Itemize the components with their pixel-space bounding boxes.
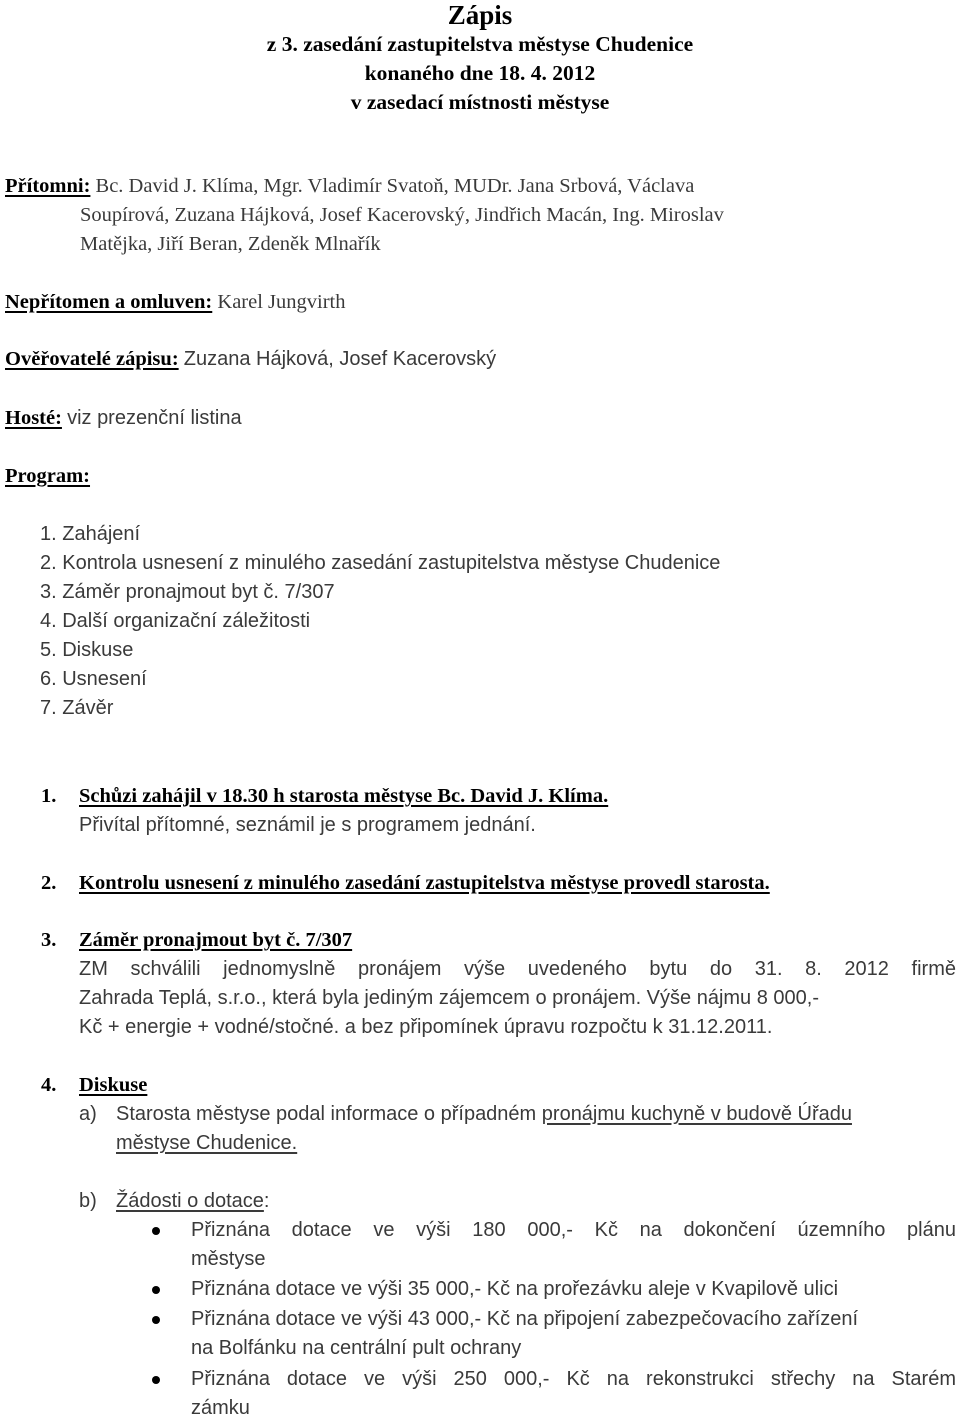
bullet-3-line-2: na Bolfánku na centrální pult ochrany	[191, 1337, 522, 1359]
present-label: Přítomni:	[5, 175, 91, 197]
absent-row	[5, 292, 346, 313]
program-item: 1. Zahájení	[40, 523, 141, 545]
section-3-line-2: Zahrada Teplá, s.r.o., která byla jediným zájemcem o pronájem. Výše nájmu 8 000,-	[79, 987, 819, 1009]
section-4-heading: Diskuse	[79, 1074, 148, 1096]
present-line-1: Bc. David J. Klíma, Mgr. Vladimír Svatoň, MUDr. Jana Srbová, Václava	[95, 175, 695, 197]
item-a-line-1	[116, 1104, 852, 1124]
section-3-number: 3.	[41, 929, 57, 951]
item-b-colon: :	[263, 1190, 270, 1212]
section-1-heading: Schůzi zahájil v 18.30 h starosta městyse Bc. David J. Klíma.	[79, 785, 609, 807]
bullet-2-line-1: Přiznána dotace ve výši 35 000,- Kč na prořezávku aleje v Kvapilově ulici	[191, 1278, 839, 1300]
section-3-line-1: ZM schválili jednomyslně pronájem výše uvedeného bytu do 31. 8. 2012 firmě	[79, 958, 956, 980]
item-a-line-2: městyse Chudenice.	[116, 1132, 298, 1154]
program-label: Program:	[5, 465, 91, 487]
section-3-heading: Záměr pronajmout byt č. 7/307	[79, 929, 353, 951]
item-a-label: a)	[79, 1103, 97, 1125]
present-line-2: Soupírová, Zuzana Hájková, Josef Kacerovský, Jindřich Macán, Ing. Miroslav	[80, 204, 724, 226]
verifiers-value: Zuzana Hájková, Josef Kacerovský	[183, 348, 497, 370]
bullet-dot	[152, 1376, 160, 1384]
bullet-dot	[152, 1316, 160, 1324]
absent-value: Karel Jungvirth	[217, 291, 346, 313]
section-1-text: Přivítal přítomné, seznámil je s programem jednání.	[79, 814, 536, 836]
item-b-heading: Žádosti o dotace	[116, 1190, 264, 1212]
absent-label: Nepřítomen a omluven:	[5, 291, 213, 313]
section-2-heading: Kontrolu usnesení z minulého zasedání zastupitelstva městyse provedl starosta.	[79, 872, 770, 894]
present-row	[5, 176, 694, 197]
bullet-dot	[152, 1286, 160, 1294]
section-3-line-3: Kč + energie + vodné/stočné. a bez připomínek úpravu rozpočtu k 31.12.2011.	[79, 1016, 773, 1038]
item-b-label: b)	[79, 1190, 97, 1212]
document-title: Zápis	[447, 0, 513, 30]
bullet-1-line-2: městyse	[191, 1248, 266, 1270]
item-a-text: Starosta městyse podal informace o případném	[116, 1103, 537, 1125]
program-item: 5. Diskuse	[40, 639, 134, 661]
subtitle-place: v zasedací místnosti městyse	[350, 90, 610, 114]
verifiers-row	[5, 349, 496, 370]
program-item: 4. Další organizační záležitosti	[40, 610, 311, 632]
bullet-4-line-2: zámku	[191, 1397, 250, 1419]
guests-row	[5, 408, 242, 429]
guests-value: viz prezenční listina	[67, 407, 242, 429]
guests-label: Hosté:	[5, 407, 62, 429]
subtitle-meeting: z 3. zasedání zastupitelstva městyse Chudenice	[266, 32, 694, 56]
program-item: 3. Záměr pronajmout byt č. 7/307	[40, 581, 335, 603]
bullet-dot	[152, 1227, 160, 1235]
bullet-4-line-1: Přiznána dotace ve výši 250 000,- Kč na rekonstrukci střechy na Starém	[191, 1368, 956, 1390]
section-1-number: 1.	[41, 785, 57, 807]
program-item: 7. Závěr	[40, 697, 114, 719]
subtitle-date: konaného dne 18. 4. 2012	[364, 61, 596, 85]
item-b-heading-row	[116, 1191, 269, 1211]
verifiers-label: Ověřovatelé zápisu:	[5, 348, 179, 370]
bullet-1-line-1: Přiznána dotace ve výši 180 000,- Kč na dokončení územního plánu	[191, 1219, 956, 1241]
present-line-3: Matějka, Jiří Beran, Zdeněk Mlnařík	[80, 233, 381, 255]
item-a-underlined: pronájmu kuchyně v budově Úřadu	[541, 1103, 852, 1125]
section-4-number: 4.	[41, 1074, 57, 1096]
program-item: 6. Usnesení	[40, 668, 147, 690]
program-item: 2. Kontrola usnesení z minulého zasedání zastupitelstva městyse Chudenice	[40, 552, 721, 574]
section-2-number: 2.	[41, 872, 57, 894]
bullet-3-line-1: Přiznána dotace ve výši 43 000,- Kč na připojení zabezpečovacího zařízení	[191, 1308, 859, 1330]
